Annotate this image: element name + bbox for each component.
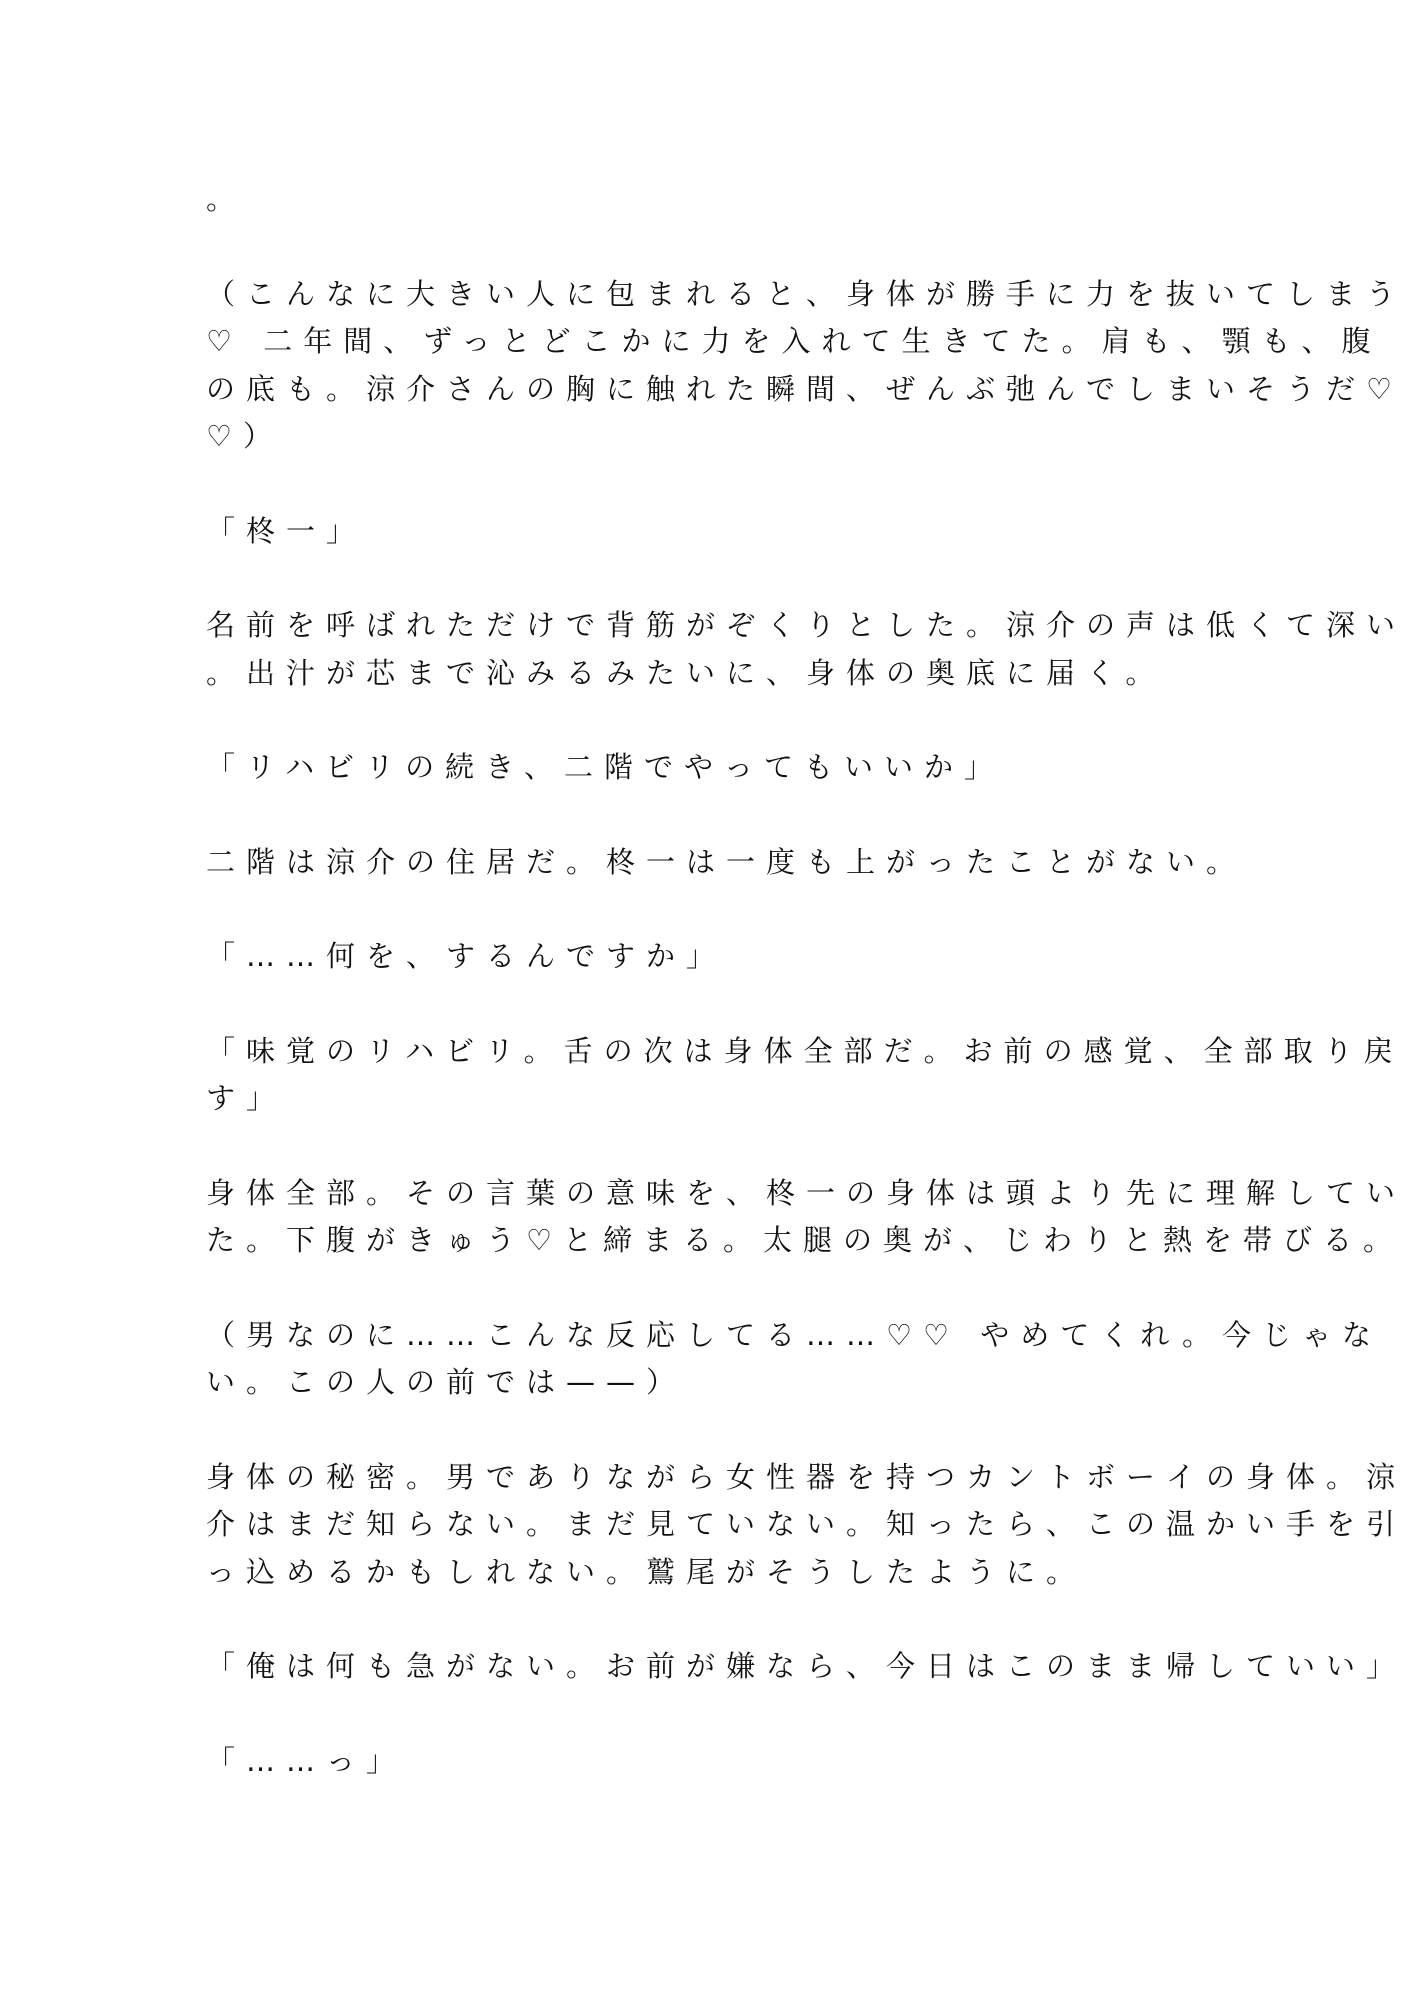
paragraph bbox=[206, 1028, 1404, 1123]
text-line: の底も。涼介さんの胸に触れた瞬間、ぜんぶ弛んでしまいそうだ♡ bbox=[206, 371, 1403, 406]
text-line: い。この人の前では——） bbox=[206, 1365, 687, 1399]
paragraph bbox=[206, 1643, 1407, 1691]
paragraph bbox=[206, 1170, 1407, 1265]
text-line: ♡ 二年間、ずっとどこかに力を入れて生きてた。肩も、顎も、腹 bbox=[206, 324, 1382, 358]
paragraph bbox=[206, 602, 1407, 697]
paragraph bbox=[206, 1738, 1206, 1786]
text-line: 二階は涼介の住居だ。柊一は一度も上がったことがない。 bbox=[206, 844, 1247, 879]
text-line: 身体の秘密。男でありながら女性器を持つカントボーイの身体。涼 bbox=[206, 1459, 1407, 1494]
text-line: 「……っ」 bbox=[206, 1743, 407, 1778]
paragraph bbox=[206, 744, 1206, 792]
text-line: っ込めるかもしれない。鷲尾がそうしたように。 bbox=[206, 1554, 1087, 1589]
text-line: ♡） bbox=[206, 419, 283, 453]
text-line: す」 bbox=[206, 1081, 287, 1115]
paragraph bbox=[206, 1454, 1407, 1597]
paragraph bbox=[206, 176, 1206, 224]
paragraph bbox=[206, 839, 1247, 887]
text-line: （男なのに……こんな反応してる……♡♡ やめてくれ。今じゃな bbox=[206, 1317, 1382, 1352]
paragraph bbox=[206, 1312, 1382, 1407]
text-line: 介はまだ知らない。まだ見ていない。知ったら、この温かい手を引 bbox=[206, 1507, 1407, 1541]
text-line: た。下腹がきゅう♡と締まる。太腿の奥が、じわりと熱を帯びる。 bbox=[206, 1223, 1403, 1257]
text-line: 「リハビリの続き、二階でやってもいいか」 bbox=[206, 750, 1004, 784]
text-line: 名前を呼ばれただけで背筋がぞくりとした。涼介の声は低くて深い bbox=[206, 608, 1407, 642]
paragraph bbox=[206, 933, 1206, 981]
document-page bbox=[206, 176, 1407, 1832]
text-line: 身体全部。その言葉の意味を、柊一の身体は頭より先に理解してい bbox=[206, 1175, 1407, 1210]
text-line: 。 bbox=[206, 182, 247, 216]
text-line: 「……何を、するんですか」 bbox=[206, 939, 727, 973]
paragraph bbox=[206, 271, 1407, 461]
paragraph bbox=[206, 508, 1206, 556]
text-line: 「柊一」 bbox=[206, 513, 367, 548]
text-line: （こんなに大きい人に包まれると、身体が勝手に力を抜いてしまう bbox=[206, 276, 1407, 311]
text-line: 「味覚のリハビリ。舌の次は身体全部だ。お前の感覚、全部取り戻 bbox=[206, 1033, 1404, 1068]
text-line: 「俺は何も急がない。お前が嫌なら、今日はこのまま帰していい」 bbox=[206, 1649, 1407, 1683]
text-line: 。出汁が芯まで沁みるみたいに、身体の奥底に届く。 bbox=[206, 655, 1166, 690]
